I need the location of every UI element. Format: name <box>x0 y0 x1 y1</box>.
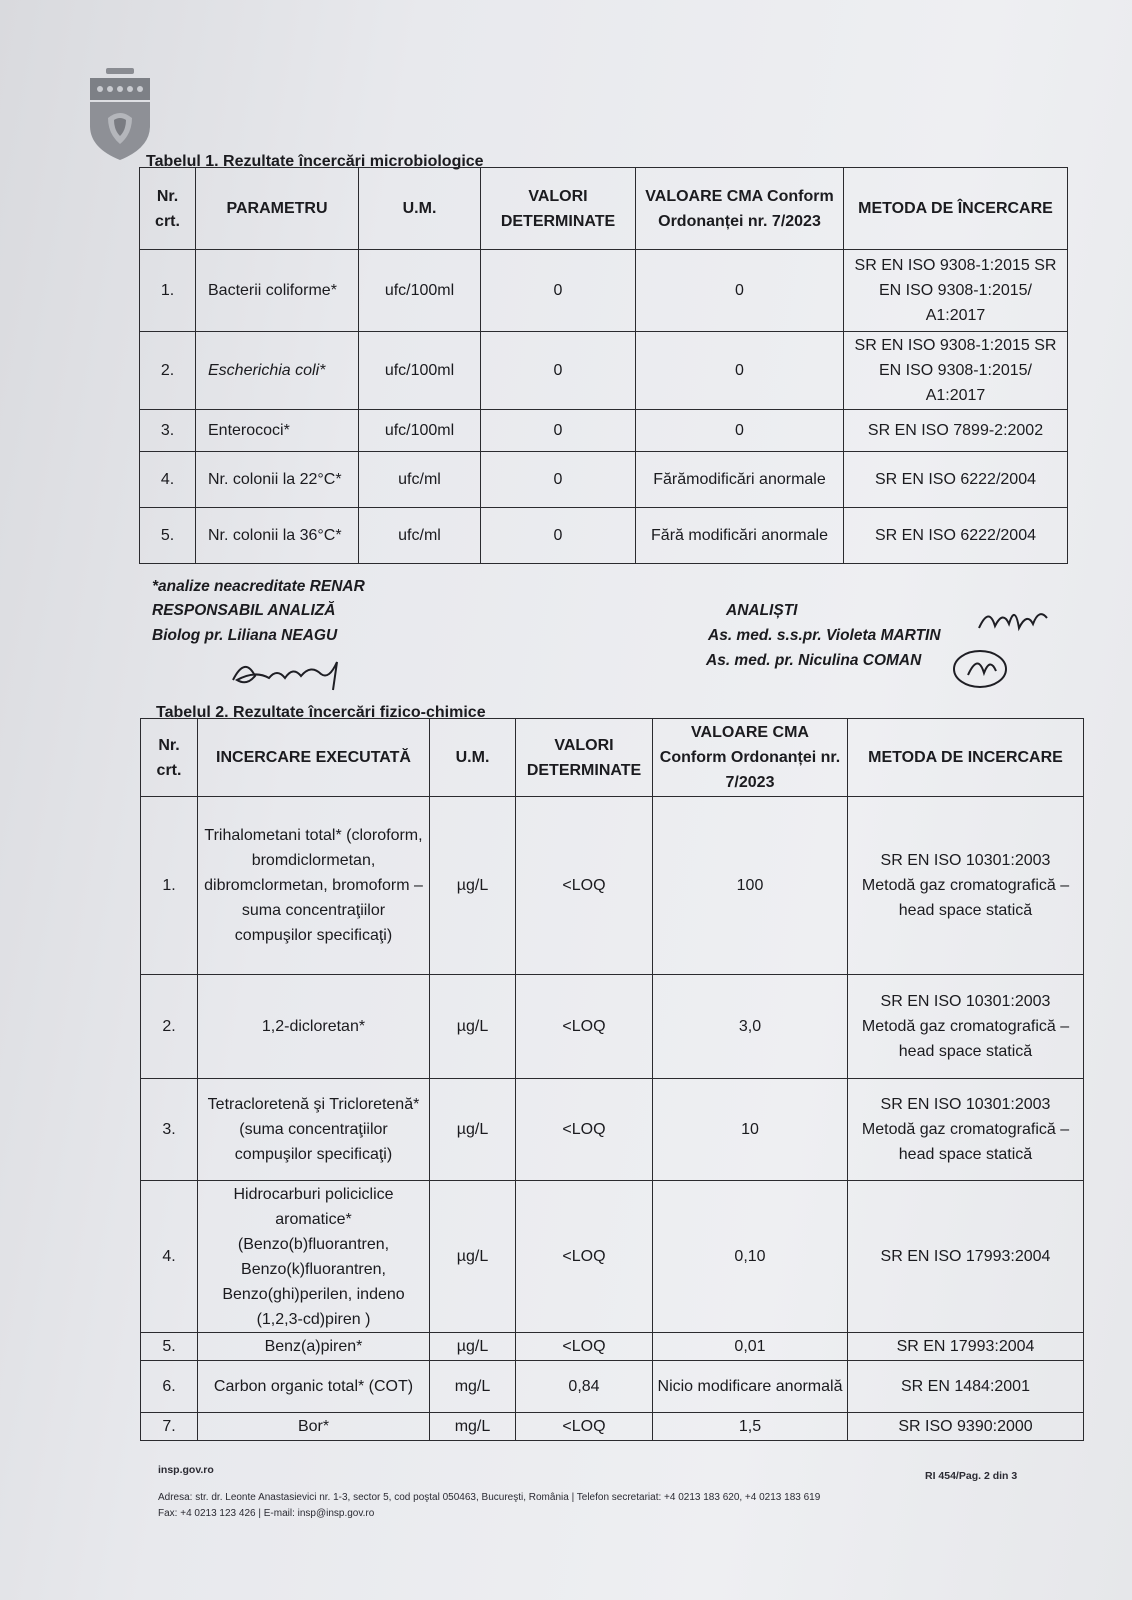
row-test: Bor* <box>198 1413 430 1441</box>
header-parameter: PARAMETRU <box>196 168 359 250</box>
table-row <box>140 508 1068 564</box>
row-method: SR EN ISO 6222/2004 <box>844 508 1068 564</box>
analyst-1-signature-icon <box>975 598 1055 642</box>
row-value: 0 <box>481 452 636 508</box>
row-unit: µg/L <box>430 1333 516 1361</box>
row-method: SR EN ISO 7899-2:2002 <box>844 410 1068 452</box>
row-unit: µg/L <box>430 797 516 975</box>
responsible-name: Biolog pr. Liliana NEAGU <box>152 627 338 644</box>
header-unit: U.M. <box>359 168 481 250</box>
row-parameter: Escherichia coli* <box>196 332 359 410</box>
row-cma: 0,01 <box>653 1333 848 1361</box>
row-cma: 0 <box>636 410 844 452</box>
row-unit: ufc/ml <box>359 452 481 508</box>
row-parameter: Nr. colonii la 36°C* <box>196 508 359 564</box>
table-row <box>141 1361 1084 1413</box>
row-nr: 2. <box>141 975 198 1079</box>
responsible-title: RESPONSABIL ANALIZĂ <box>152 602 336 619</box>
row-method: SR EN ISO 9308-1:2015 SR EN ISO 9308-1:2015/ A1:2017 <box>844 332 1068 410</box>
row-method: SR EN ISO 6222/2004 <box>844 452 1068 508</box>
table-row <box>141 1413 1084 1441</box>
row-parameter: Enterococi* <box>196 410 359 452</box>
row-nr: 4. <box>141 1181 198 1333</box>
row-value: <LOQ <box>516 975 653 1079</box>
row-unit: ufc/ml <box>359 508 481 564</box>
analyst-1-name: As. med. s.s.pr. Violeta MARTIN <box>708 627 941 644</box>
row-value: <LOQ <box>516 1413 653 1441</box>
row-nr: 2. <box>140 332 196 410</box>
physico-chemical-results-table <box>140 718 1084 1441</box>
header-cma: VALOARE CMA Conform Ordonanței nr. 7/2023 <box>653 719 848 797</box>
row-method: SR EN ISO 10301:2003 Metodă gaz cromatografică – head space statică <box>848 797 1084 975</box>
row-test: Trihalometani total* (cloroform, bromdiclormetan, dibromclormetan, bromoform – suma concentraţiilor compuşilor specificaţi) <box>198 797 430 975</box>
header-test: INCERCARE EXECUTATĂ <box>198 719 430 797</box>
row-nr: 3. <box>141 1079 198 1181</box>
table-row <box>141 1181 1084 1333</box>
row-unit: µg/L <box>430 1079 516 1181</box>
row-value: 0 <box>481 250 636 332</box>
header-cma: VALOARE CMA Conform Ordonanței nr. 7/2023 <box>636 168 844 250</box>
row-value: <LOQ <box>516 1333 653 1361</box>
microbiology-results-table <box>139 167 1068 564</box>
analyst-2-signature-icon <box>950 645 1014 691</box>
row-unit: mg/L <box>430 1361 516 1413</box>
row-value: <LOQ <box>516 797 653 975</box>
row-nr: 7. <box>141 1413 198 1441</box>
table-row <box>140 332 1068 410</box>
row-unit: µg/L <box>430 975 516 1079</box>
row-test: Carbon organic total* (COT) <box>198 1361 430 1413</box>
header-method: METODA DE INCERCARE <box>848 719 1084 797</box>
row-cma: Nicio modificare anormală <box>653 1361 848 1413</box>
row-nr: 5. <box>140 508 196 564</box>
row-nr: 5. <box>141 1333 198 1361</box>
row-method: SR EN ISO 9308-1:2015 SR EN ISO 9308-1:2015/ A1:2017 <box>844 250 1068 332</box>
row-unit: µg/L <box>430 1181 516 1333</box>
table2-title: Tabelul 2. Rezultate încercări fizico-chimice <box>156 704 486 721</box>
table1-title: Tabelul 1. Rezultate încercări microbiologice <box>146 153 484 170</box>
row-cma: Fărămodificări anormale <box>636 452 844 508</box>
row-value: 0 <box>481 332 636 410</box>
row-parameter: Nr. colonii la 22°C* <box>196 452 359 508</box>
row-cma: 1,5 <box>653 1413 848 1441</box>
row-nr: 4. <box>140 452 196 508</box>
row-method: SR EN ISO 17993:2004 <box>848 1181 1084 1333</box>
row-nr: 6. <box>141 1361 198 1413</box>
row-cma: 10 <box>653 1079 848 1181</box>
row-method: SR EN ISO 10301:2003 Metodă gaz cromatografică – head space statică <box>848 1079 1084 1181</box>
row-test: Tetracloretenă şi Tricloretenă* (suma concentraţiilor compuşilor specificaţi) <box>198 1079 430 1181</box>
row-cma: Fără modificări anormale <box>636 508 844 564</box>
table-header-row <box>141 719 1084 797</box>
row-value: 0,84 <box>516 1361 653 1413</box>
row-cma: 0,10 <box>653 1181 848 1333</box>
header-method: METODA DE ÎNCERCARE <box>844 168 1068 250</box>
row-value: <LOQ <box>516 1079 653 1181</box>
table-row <box>141 1079 1084 1181</box>
row-unit: ufc/100ml <box>359 332 481 410</box>
table-row <box>140 410 1068 452</box>
row-unit: mg/L <box>430 1413 516 1441</box>
row-unit: ufc/100ml <box>359 250 481 332</box>
row-cma: 3,0 <box>653 975 848 1079</box>
row-cma: 0 <box>636 250 844 332</box>
header-unit: U.M. <box>430 719 516 797</box>
footer-address: Adresa: str. dr. Leonte Anastasievici nr. 1-3, sector 5, cod poştal 050463, Bucureşti, România | Telefon secretariat: +4 0213 183 620, +4 0213 183 619 <box>158 1492 821 1503</box>
analysts-title: ANALIȘTI <box>726 602 798 619</box>
table-row <box>141 975 1084 1079</box>
institution-logo-icon <box>88 68 152 160</box>
row-method: SR EN ISO 10301:2003 Metodă gaz cromatografică – head space statică <box>848 975 1084 1079</box>
row-cma: 0 <box>636 332 844 410</box>
analyst-2-name: As. med. pr. Niculina COMAN <box>706 652 922 669</box>
table-row <box>140 452 1068 508</box>
footer-page-reference: RI 454/Pag. 2 din 3 <box>925 1470 1018 1482</box>
table-header-row <box>140 168 1068 250</box>
table-row <box>141 1333 1084 1361</box>
row-cma: 100 <box>653 797 848 975</box>
row-value: <LOQ <box>516 1181 653 1333</box>
row-method: SR ISO 9390:2000 <box>848 1413 1084 1441</box>
header-nr: Nr. crt. <box>141 719 198 797</box>
row-test: 1,2-dicloretan* <box>198 975 430 1079</box>
row-test: Benz(a)piren* <box>198 1333 430 1361</box>
row-value: 0 <box>481 410 636 452</box>
header-determined-values: VALORI DETERMINATE <box>516 719 653 797</box>
table-row <box>141 797 1084 975</box>
row-nr: 1. <box>140 250 196 332</box>
row-nr: 3. <box>140 410 196 452</box>
row-test: Hidrocarburi policiclice aromatice* (Benzo(b)fluorantren, Benzo(k)fluorantren, Benzo(ghi)perilen, indeno (1,2,3-cd)piren ) <box>198 1181 430 1333</box>
row-value: 0 <box>481 508 636 564</box>
row-parameter: Bacterii coliforme* <box>196 250 359 332</box>
footer-fax-email: Fax: +4 0213 123 426 | E-mail: insp@insp.gov.ro <box>158 1508 375 1519</box>
row-unit: ufc/100ml <box>359 410 481 452</box>
responsible-signature-icon <box>225 650 355 694</box>
accreditation-note: *analize neacreditate RENAR <box>152 578 365 595</box>
row-method: SR EN 1484:2001 <box>848 1361 1084 1413</box>
table-row <box>140 250 1068 332</box>
footer-website: insp.gov.ro <box>158 1464 214 1476</box>
header-nr: Nr. crt. <box>140 168 196 250</box>
header-determined-values: VALORI DETERMINATE <box>481 168 636 250</box>
row-nr: 1. <box>141 797 198 975</box>
row-method: SR EN 17993:2004 <box>848 1333 1084 1361</box>
